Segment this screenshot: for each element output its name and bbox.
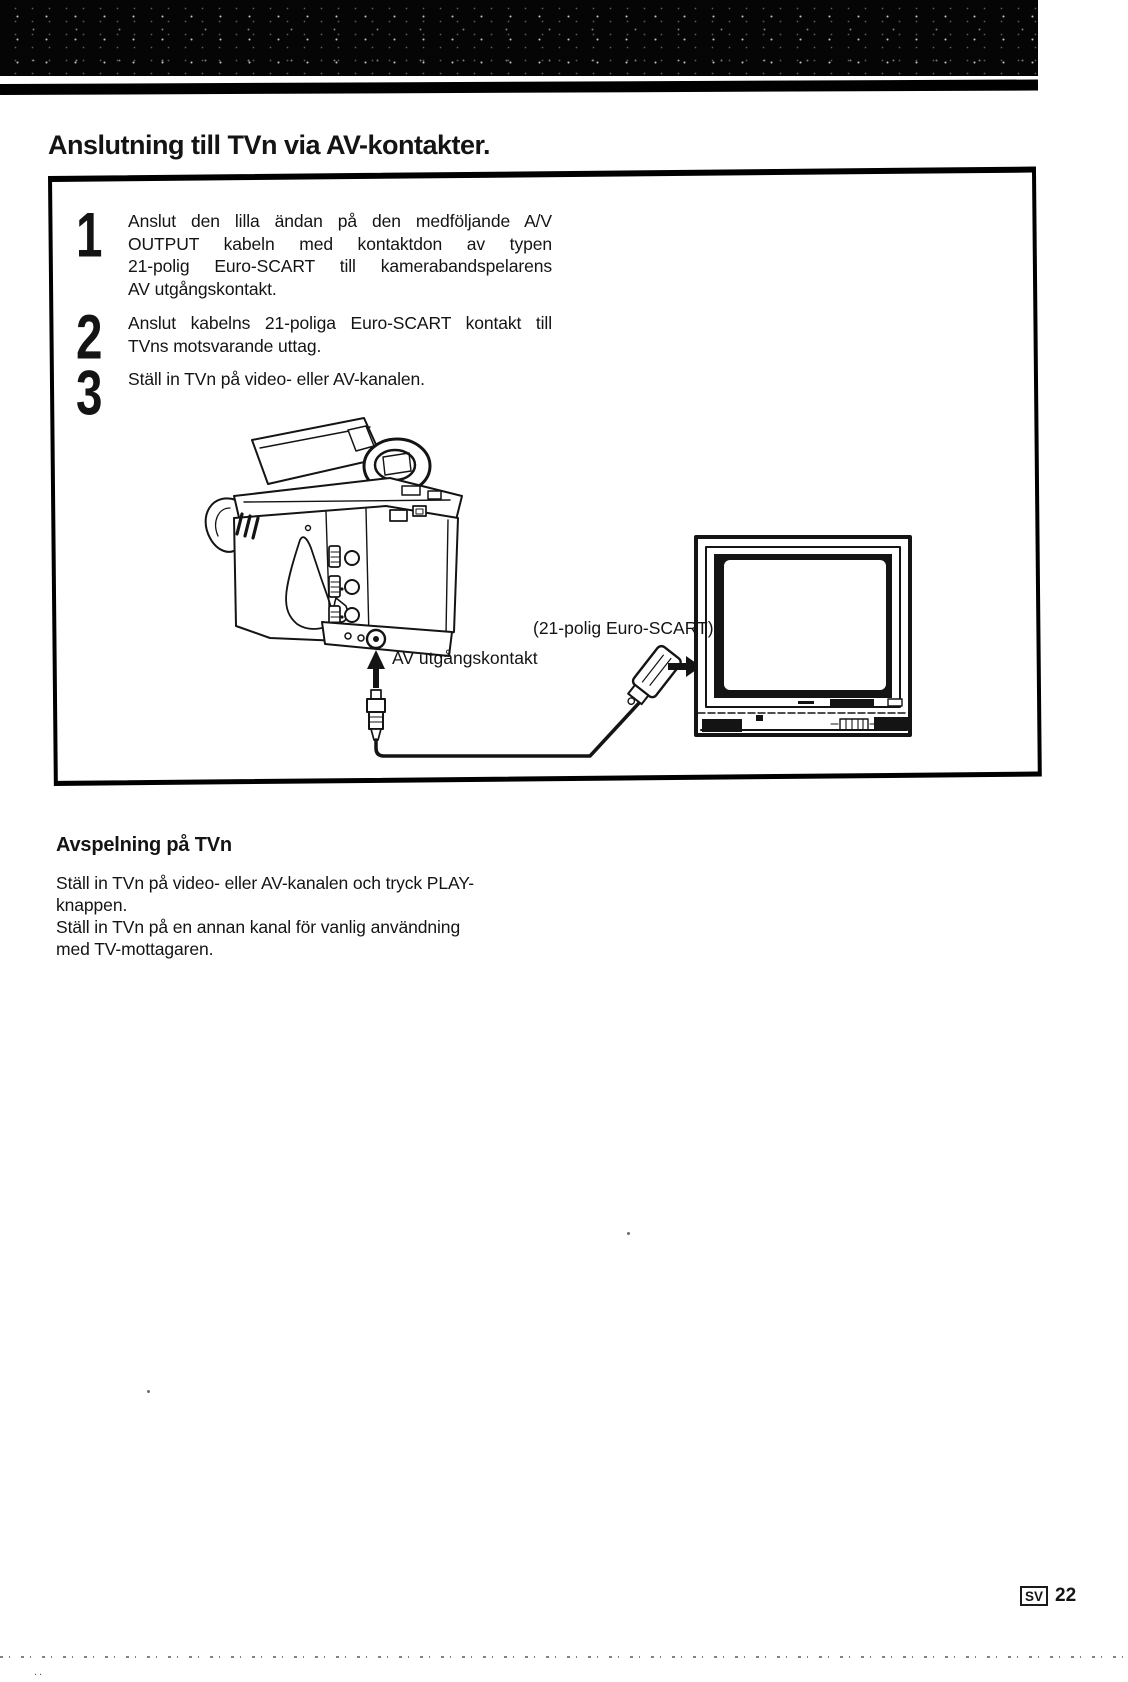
playback-line: Ställ in TVn på video- eller AV-kanalen och tryck PLAY-: [56, 873, 474, 893]
page-footer: [1020, 1585, 1076, 1607]
scan-speck: [147, 1390, 150, 1393]
playback-heading: Avspelning på TVn: [56, 834, 232, 856]
bottom-dots: ..: [34, 1666, 45, 1678]
av-output-label: AV utgångskontakt: [392, 648, 538, 668]
connection-diagram: [150, 396, 980, 786]
step-text: [128, 312, 552, 360]
page-title: Anslutning till TVn via AV-kontakter.: [48, 130, 491, 161]
tv-illustration: [696, 537, 910, 735]
step-line: Anslut den lilla ändan på den medföljande A/V: [128, 211, 552, 231]
bottom-dotted-rule: [0, 1656, 1128, 1658]
step-number: 1: [76, 200, 101, 271]
playback-line: med TV-mottagaren.: [56, 939, 214, 959]
playback-line: Ställ in TVn på en annan kanal för vanlig användning: [56, 917, 461, 937]
arrow-up-icon: [367, 650, 385, 688]
playback-text: [56, 872, 576, 960]
step-text: [128, 210, 552, 300]
scart-connector-illustration: [620, 644, 683, 713]
step-row-2: [76, 302, 552, 373]
step-number: 3: [76, 358, 101, 429]
step-number: 2: [76, 302, 101, 373]
step-line: Anslut kabelns 21-poliga Euro-SCART kontakt till: [128, 313, 552, 333]
step-line: OUTPUT kabeln med kontaktdon av typen: [128, 233, 552, 254]
step-line: TVns motsvarande uttag.: [128, 335, 322, 356]
scart-label: (21-polig Euro-SCART): [533, 618, 714, 638]
step-row-1: [76, 200, 552, 300]
page-number: 22: [1055, 1585, 1077, 1606]
top-scan-band: [0, 0, 1038, 76]
step-line: 21-polig Euro-SCART till kamerabandspelarens: [128, 256, 552, 276]
top-rule: [0, 79, 1038, 95]
scan-speck: [627, 1232, 630, 1235]
step-line: AV utgångskontakt.: [128, 278, 277, 299]
playback-line: knappen.: [56, 895, 128, 915]
av-plug-illustration: [367, 690, 385, 740]
cable-path: [376, 703, 639, 756]
language-badge: SV: [1020, 1586, 1048, 1607]
camcorder-illustration: [206, 418, 462, 656]
step-line: Ställ in TVn på video- eller AV-kanalen.: [128, 369, 425, 389]
